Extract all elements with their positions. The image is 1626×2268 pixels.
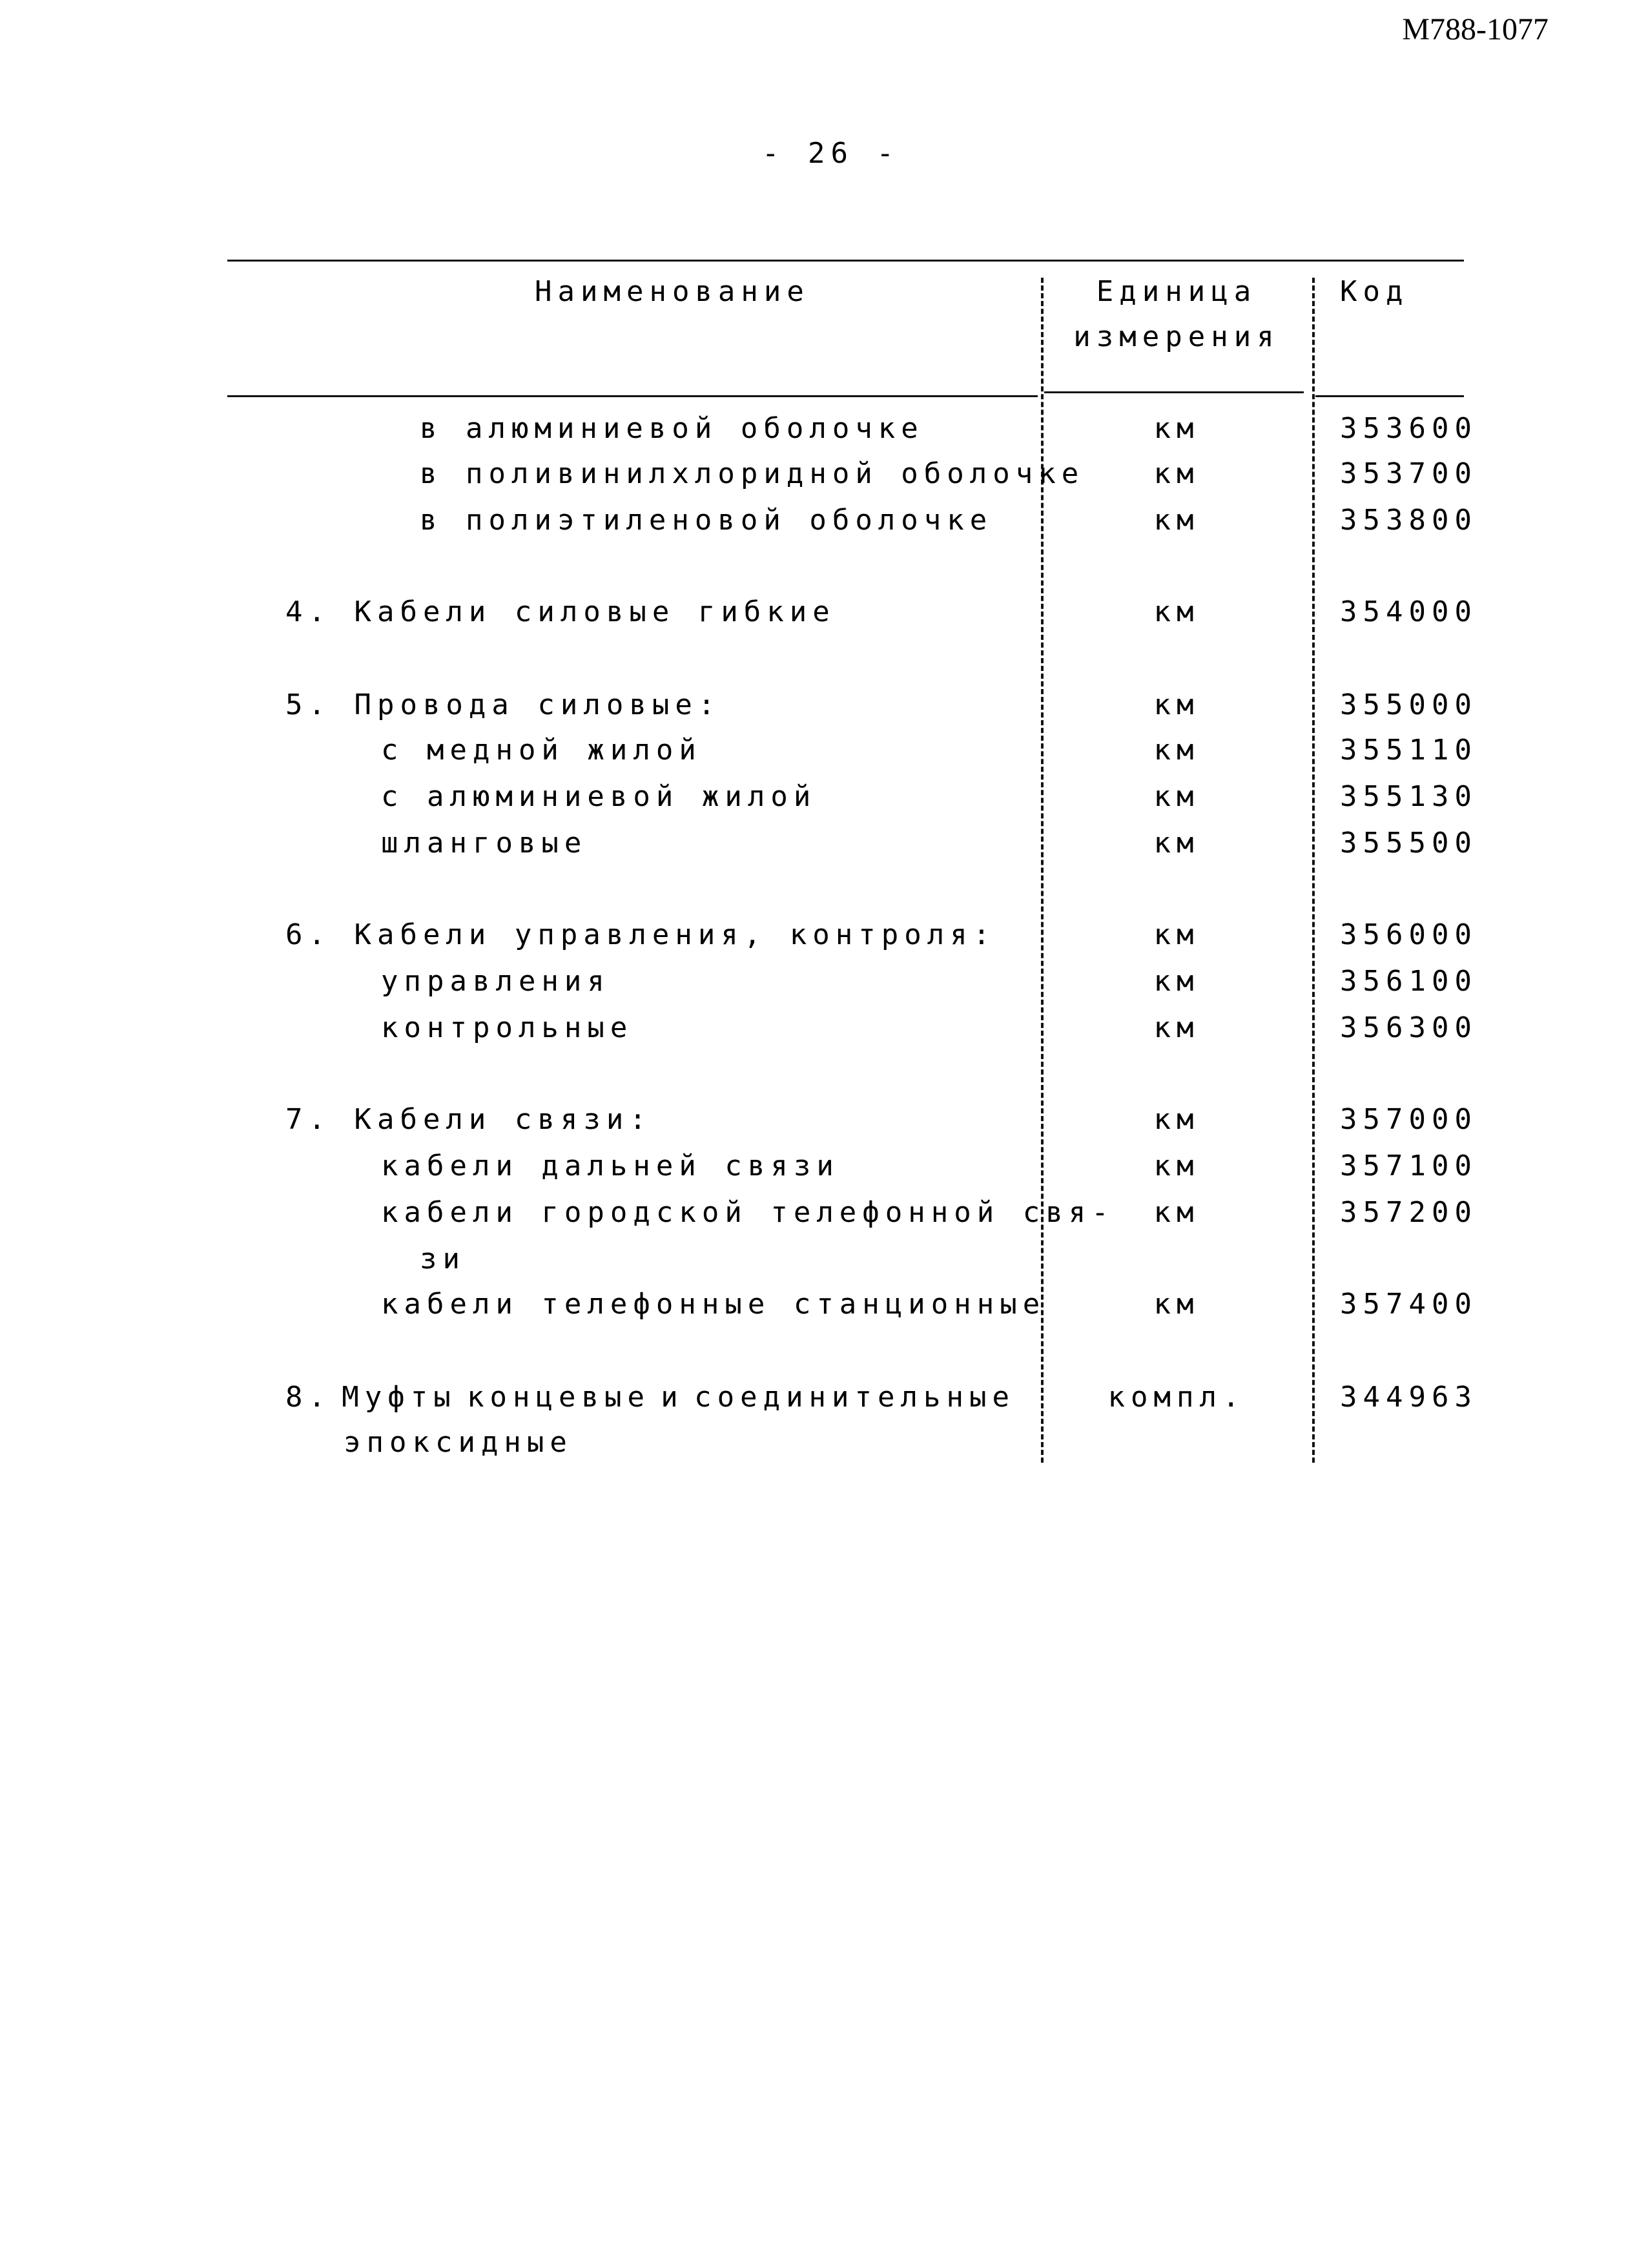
row-name: управления xyxy=(381,965,610,998)
row-unit: км xyxy=(1153,457,1200,490)
row-unit: км xyxy=(1153,1288,1200,1321)
row-code: 355000 xyxy=(1340,688,1477,721)
row-unit: км xyxy=(1153,412,1200,445)
row-unit: км xyxy=(1153,595,1200,628)
row-unit: км xyxy=(1153,504,1200,537)
page-number: - 26 - xyxy=(762,137,900,170)
row-unit: км xyxy=(1153,1103,1200,1136)
row-name: с медной жилой xyxy=(381,734,702,767)
row-name: зи xyxy=(420,1242,466,1275)
row-name: 6. Кабели управления, контроля: xyxy=(285,918,996,951)
row-word: 8. xyxy=(285,1381,331,1414)
row-word: соединительные xyxy=(694,1381,1015,1414)
row-code: 353800 xyxy=(1340,504,1477,537)
row-code: 357100 xyxy=(1340,1149,1477,1182)
row-code: 357200 xyxy=(1340,1196,1477,1229)
row-name: в алюминиевой оболочке xyxy=(420,412,924,445)
row-unit: км xyxy=(1153,1011,1200,1044)
row-unit: км xyxy=(1153,827,1200,860)
row-name: кабели дальней связи xyxy=(381,1149,839,1182)
row-code: 353700 xyxy=(1340,457,1477,490)
row-name-continuation: эпоксидные xyxy=(344,1426,573,1459)
header-name: Наименование xyxy=(535,275,810,308)
row-unit: км xyxy=(1153,780,1200,813)
row-code: 355110 xyxy=(1340,734,1477,767)
document-code: M788-1077 xyxy=(1402,12,1549,46)
row-unit: км xyxy=(1153,734,1200,767)
row-code: 355130 xyxy=(1340,780,1477,813)
row-unit: км xyxy=(1153,1149,1200,1182)
row-code: 356100 xyxy=(1340,965,1477,998)
column-separator-2 xyxy=(1312,278,1315,1463)
row-code: 356300 xyxy=(1340,1011,1477,1044)
header-unit-2: измерения xyxy=(1073,320,1280,353)
row-code: 357400 xyxy=(1340,1288,1477,1321)
row-code: 355500 xyxy=(1340,827,1477,860)
row-code: 357000 xyxy=(1340,1103,1477,1136)
row-unit: компл. xyxy=(1107,1381,1246,1414)
header-rule-name xyxy=(227,395,1038,397)
row-name: с алюминиевой жилой xyxy=(381,780,817,813)
row-word: и xyxy=(661,1381,684,1414)
table-top-rule xyxy=(227,260,1464,262)
row-unit: км xyxy=(1153,918,1200,951)
row-name: кабели городской телефонной свя- xyxy=(381,1196,1115,1229)
row-unit: км xyxy=(1153,965,1200,998)
row-name: в полиэтиленовой оболочке xyxy=(420,504,993,537)
row-unit xyxy=(1042,1241,1311,1277)
row-code: 354000 xyxy=(1340,595,1477,628)
row-word: концевые xyxy=(467,1381,650,1414)
row-name: 4. Кабели силовые гибкие xyxy=(285,595,836,628)
row-name-justified xyxy=(285,1379,1015,1416)
row-word: Муфты xyxy=(342,1381,457,1414)
row-name: кабели телефонные станционные xyxy=(381,1288,1046,1321)
row-name: в поливинилхлоридной оболочке xyxy=(420,457,1085,490)
row-name: контрольные xyxy=(381,1011,633,1044)
row-unit: км xyxy=(1153,1196,1200,1229)
header-code: Код xyxy=(1340,275,1409,308)
header-unit: Единица xyxy=(1096,275,1257,308)
row-unit: км xyxy=(1153,688,1200,721)
row-code: 344963 xyxy=(1340,1381,1477,1414)
row-name: 5. Провода силовые: xyxy=(285,688,721,721)
header-rule-code xyxy=(1315,395,1464,397)
row-code: 353600 xyxy=(1340,412,1477,445)
header-rule-unit xyxy=(1044,391,1304,393)
row-name: шланговые xyxy=(381,827,588,860)
row-code: 356000 xyxy=(1340,918,1477,951)
row-name: 7. Кабели связи: xyxy=(285,1103,652,1136)
